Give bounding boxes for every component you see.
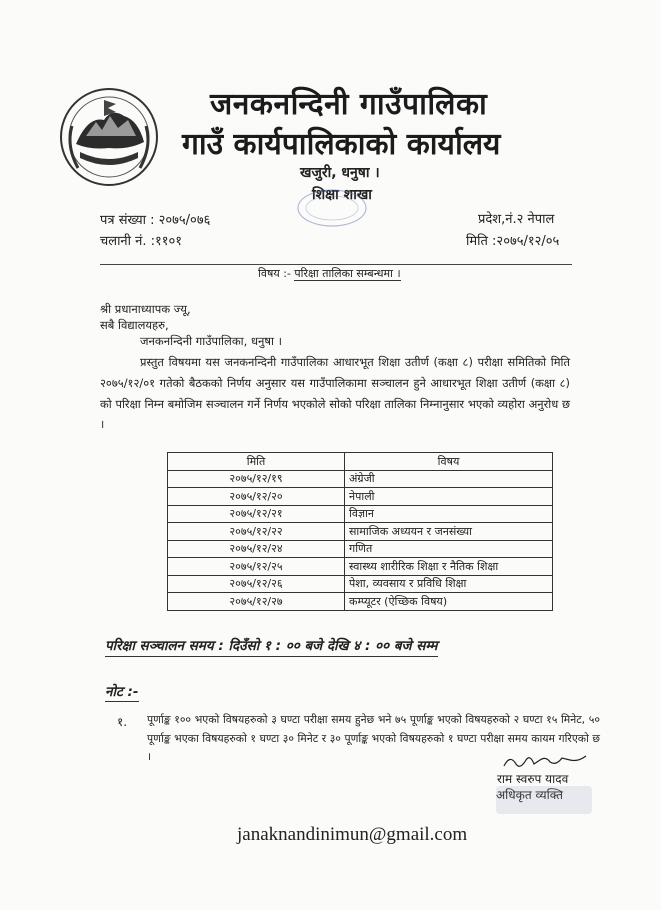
date-cell: २०७५/१२/२६ <box>168 575 345 593</box>
table-row <box>168 505 553 523</box>
recipient-line3: जनकनन्दिनी गाउँपालिका, धनुषा । <box>140 334 283 348</box>
subject-cell: अंग्रेजी <box>345 470 553 488</box>
note-heading: नोट :- <box>105 684 139 700</box>
contact-email: janaknandinimun@gmail.com <box>237 824 468 845</box>
signatory-name: राम स्वरुप यादव <box>497 772 569 786</box>
date-cell: २०७५/१२/२२ <box>168 523 345 541</box>
table-row <box>168 575 553 593</box>
subject-cell: सामाजिक अध्ययन र जनसंख्या <box>345 523 553 541</box>
dispatch-number: चलानी नं. :११०१ <box>100 234 183 249</box>
note-text: पूर्णाङ्क १०० भएको विषयहरुको ३ घण्टा परीक्षा समय हुनेछ भने ७५ पूर्णाङ्क भएको विषयहरुको २ घण्टा १५ मिनेट, ५० पूर्णाङ्क भएका विषयहरुको १ घण्टा ३० मिनेट र ३० पूर्णाङ्क भएको विषयहरुको १ घण्टा परीक्षा समय कायम गरिएको छ । <box>147 713 600 763</box>
date-cell: २०७५/१२/२१ <box>168 505 345 523</box>
table-row <box>168 470 553 488</box>
letter-number: पत्र संख्या : २०७५/०७६ <box>100 213 211 228</box>
exam-time: परिक्षा सञ्चालन समय : दिउँसो १ : ०० बजे देखि ४ : ०० बजे सम्म <box>105 636 438 657</box>
office-address: खजुरी, धनुषा । <box>300 165 380 181</box>
office-title-line2: गाउँ कार्यपालिकाको कार्यालय <box>182 127 501 162</box>
table-row <box>168 523 553 541</box>
table-row <box>168 593 553 611</box>
subject-cell: नेपाली <box>345 488 553 506</box>
recipient-line1: श्री प्रधानाध्यापक ज्यू, <box>100 302 191 316</box>
date-cell: २०७५/१२/२५ <box>168 558 345 576</box>
table-header-row <box>168 453 553 471</box>
header-divider <box>100 264 572 265</box>
subject-cell: कम्प्यूटर (ऐच्छिक विषय) <box>345 593 553 611</box>
subject-line <box>258 266 401 281</box>
signature-icon <box>500 750 590 772</box>
column-header-subject: विषय <box>345 453 553 471</box>
province: प्रदेश,नं.२ नेपाल <box>478 212 555 227</box>
nepal-emblem-icon <box>58 86 160 188</box>
date-cell: २०७५/१२/१९ <box>168 470 345 488</box>
subject-cell: स्वास्थ्य शारीरिक शिक्षा र नैतिक शिक्षा <box>345 558 553 576</box>
table-row <box>168 558 553 576</box>
office-title-line1: जनकनन्दिनी गाउँपालिका <box>210 87 488 122</box>
subject-cell: विज्ञान <box>345 505 553 523</box>
note-number: १. <box>117 715 128 729</box>
subject-cell: पेशा, व्यवसाय र प्रविधि शिक्षा <box>345 575 553 593</box>
column-header-date: मिति <box>168 453 345 471</box>
subject-text: परिक्षा तालिका सम्बन्धमा । <box>294 267 401 280</box>
letter-date: मिति :२०७५/१२/०५ <box>466 234 560 249</box>
office-section: शिक्षा शाखा <box>312 187 372 203</box>
date-cell: २०७५/१२/२० <box>168 488 345 506</box>
body-paragraph: प्रस्तुत विषयमा यस जनकनन्दिनी गाउँपालिका आधारभूत शिक्षा उतीर्ण (कक्षा ८) परीक्षा समितिको मिति २०७५/१२/०१ गतेको बैठकको निर्णय अनुसार यस गाउँपालिकामा सञ्चालन हुने आधारभूत शिक्षा उतीर्ण (कक्षा ८) को परिक्षा निम्न बमोजिम सञ्चालन गर्ने निर्णय भएकोले सोको परिक्षा तालिका निम्नानुसार भएको व्यहोरा अनुरोध छ । <box>100 355 570 432</box>
date-cell: २०७५/१२/२७ <box>168 593 345 611</box>
exam-schedule-table <box>167 452 553 611</box>
date-cell: २०७५/१२/२४ <box>168 540 345 558</box>
table-row <box>168 488 553 506</box>
subject-cell: गणित <box>345 540 553 558</box>
signatory-title: अधिकृत व्यक्ति <box>496 788 563 802</box>
recipient-line2: सबै विद्यालयहरु, <box>100 318 169 332</box>
table-row <box>168 540 553 558</box>
office-stamp-icon <box>292 180 370 228</box>
subject-label: विषय :- <box>258 267 291 280</box>
